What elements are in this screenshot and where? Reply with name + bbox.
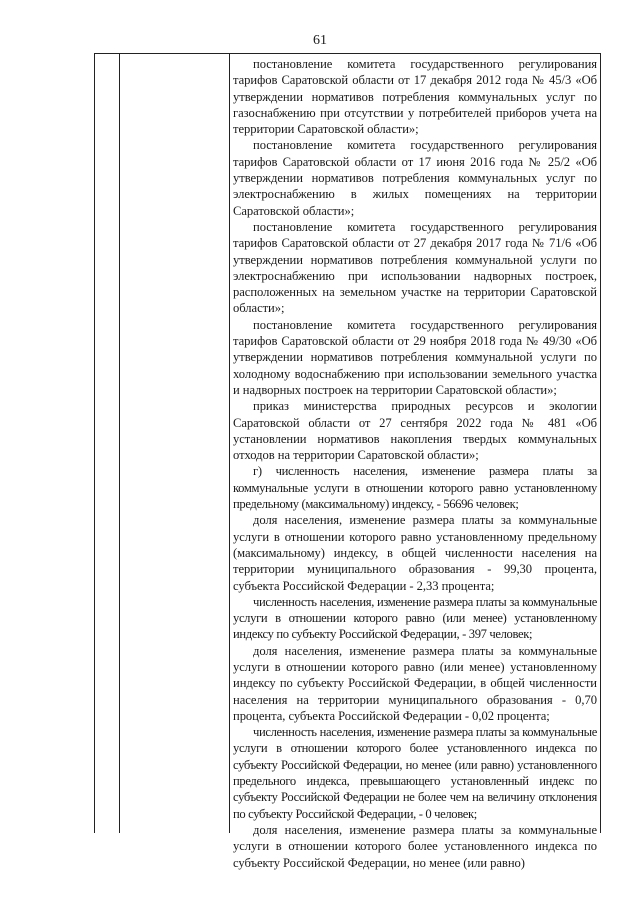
paragraph: доля населения, изменение размера платы за коммунальные услуги в отношении которого равно (или менее) установленному индексу по субъекту Российской Федерации, в общей численности населения на территории муниципального образования - 0,70 процента, субъекта Российской Федерации - 0,02 процента;	[233, 643, 597, 723]
paragraph: приказ министерства природных ресурсов и экологии Саратовской области от 27 сентября 2022 года № 481 «Об установлении нормативов накопления твердых коммунальных отходов на территории Саратовской области»;	[233, 399, 597, 463]
paragraph: численность населения, изменение размера платы за коммунальные услуги в отношении которого равно (или менее) установленному индексу по субъекту Российской Федерации, - 397 человек;	[233, 594, 597, 642]
paragraph: постановление комитета государственного регулирования тарифов Саратовской области от 29 ноября 2018 года № 49/30 «Об утверждении нормативов потребления коммунальной услуги по холодному водоснабжению при использовании земельного участка и надворных построек на территории Саратовской области»;	[233, 317, 597, 397]
paragraph: доля населения, изменение размера платы за коммунальные услуги в отношении которого равно установленному предельному (максимальному) индексу, в общей численности населения на территории муниципального образования - 99,30 процента, субъекта Российской Федерации - 2,33 процента;	[233, 513, 597, 593]
paragraph: доля населения, изменение размера платы за коммунальные услуги в отношении которого более установленного индекса по субъекту Российской Федерации, но менее (или равно)	[233, 822, 597, 870]
column-divider	[229, 54, 230, 833]
paragraph: постановление комитета государственного регулирования тарифов Саратовской области от 27 декабря 2017 года № 71/6 «Об утверждении нормативов потребления коммунальной услуги по электроснабжению при использовании надворных построек, расположенных на земельном участке на территории Саратовской области»;	[233, 219, 597, 316]
column-divider	[119, 54, 120, 833]
paragraph: численность населения, изменение размера платы за коммунальные услуги в отношении которого более установленного индекса по субъекту Российской Федерации, но менее (или равно) установленного предельного индекса, превышающего установленный индекс по субъекту Российской Федерации не более чем на величину отклонения по субъекту Российской Федерации, - 0 человек;	[233, 725, 597, 821]
paragraph: постановление комитета государственного регулирования тарифов Саратовской области от 17 декабря 2012 года № 45/3 «Об утверждении нормативов потребления коммунальных услуг по газоснабжению при отсутствии у потребителей приборов учета на территории Саратовской области»;	[233, 57, 597, 137]
document-table	[94, 53, 601, 870]
text-cell	[233, 56, 597, 871]
page-number: 61	[313, 33, 327, 48]
paragraph: г) численность населения, изменение размера платы за коммунальные услуги в отношении которого равно установленному предельному (максимальному) индексу, - 56696 человек;	[233, 464, 597, 512]
paragraph: постановление комитета государственного регулирования тарифов Саратовской области от 17 июня 2016 года № 25/2 «Об утверждении нормативов потребления коммунальных услуг по электроснабжению в жилых помещениях на территории Саратовской области»;	[233, 138, 597, 218]
